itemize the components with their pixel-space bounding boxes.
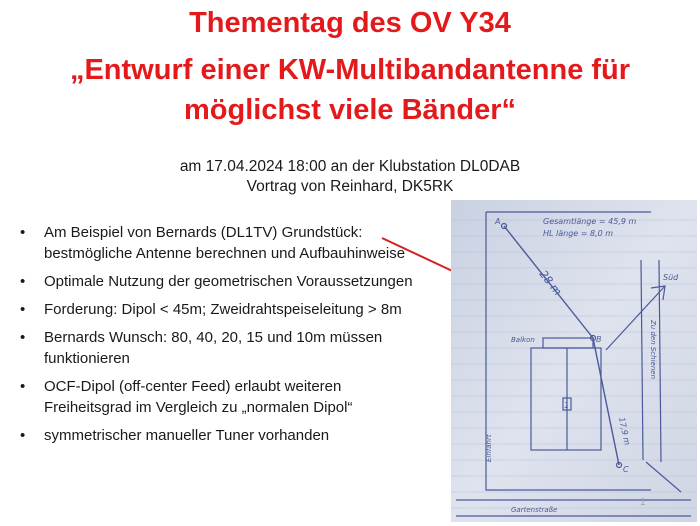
bullet-dot-icon: •	[20, 329, 26, 346]
bullet-text: Bernards Wunsch: 80, 40, 20, 15 und 10m müssen funktionieren	[44, 329, 383, 367]
sketch-south-label: Süd	[663, 273, 679, 282]
sketch-point-c: C	[623, 465, 629, 474]
bullet-text: Optimale Nutzung der geometrischen Voraussetzungen	[44, 273, 413, 290]
sketch-gate-label: Einfahrt	[485, 434, 493, 462]
sketch-side-label: Zu den Schienen	[649, 320, 657, 380]
sketch-distance-28m: 28 m	[536, 267, 565, 299]
bullet-text: Am Beispiel von Bernards (DL1TV) Grundstück: bestmögliche Antenne berechnen und Aufbauhinweise	[44, 224, 406, 262]
bullet-text: symmetrischer manueller Tuner vorhanden	[44, 427, 330, 444]
bullet-dot-icon: •	[20, 378, 26, 395]
bullet-dot-icon: •	[20, 273, 26, 290]
bullet-text: OCF-Dipol (off-center Feed) erlaubt weiteren Freiheitsgrad im Vergleich zu „normalen Dipol“	[44, 378, 353, 416]
bullet-text: Forderung: Dipol < 45m; Zweidrahtspeiseleitung > 8m	[44, 301, 402, 318]
bullet-dot-icon: •	[20, 224, 26, 241]
site-sketch-photo	[451, 200, 697, 522]
bullet-dot-icon: •	[20, 301, 26, 318]
title-line-1: Thementag des OV Y34	[189, 7, 511, 39]
subtitle-date: am 17.04.2024 18:00 an der Klubstation DL0DAB	[179, 158, 521, 175]
sketch-distance-17m: 17,9 m	[617, 416, 632, 446]
title-line-2: „Entwurf einer KW-Multibandantenne für	[69, 54, 631, 86]
title-line-3: möglichst viele Bänder“	[184, 94, 516, 126]
sketch-road-label: Gartenstraße	[511, 506, 558, 514]
sketch-point-a: A	[495, 217, 501, 226]
sketch-note-feedline-length: HL länge = 8,0 m	[543, 229, 614, 238]
sketch-point-b: B	[596, 335, 602, 344]
bullet-dot-icon: •	[20, 427, 26, 444]
sketch-balcony-label: Balkon	[511, 336, 535, 344]
sketch-note-total-length: Gesamtlänge = 45,9 m	[543, 217, 637, 226]
subtitle-speaker: Vortrag von Reinhard, DK5RK	[246, 178, 454, 195]
page-number: 1	[640, 497, 646, 508]
sketch-door-label: 1	[564, 401, 570, 410]
